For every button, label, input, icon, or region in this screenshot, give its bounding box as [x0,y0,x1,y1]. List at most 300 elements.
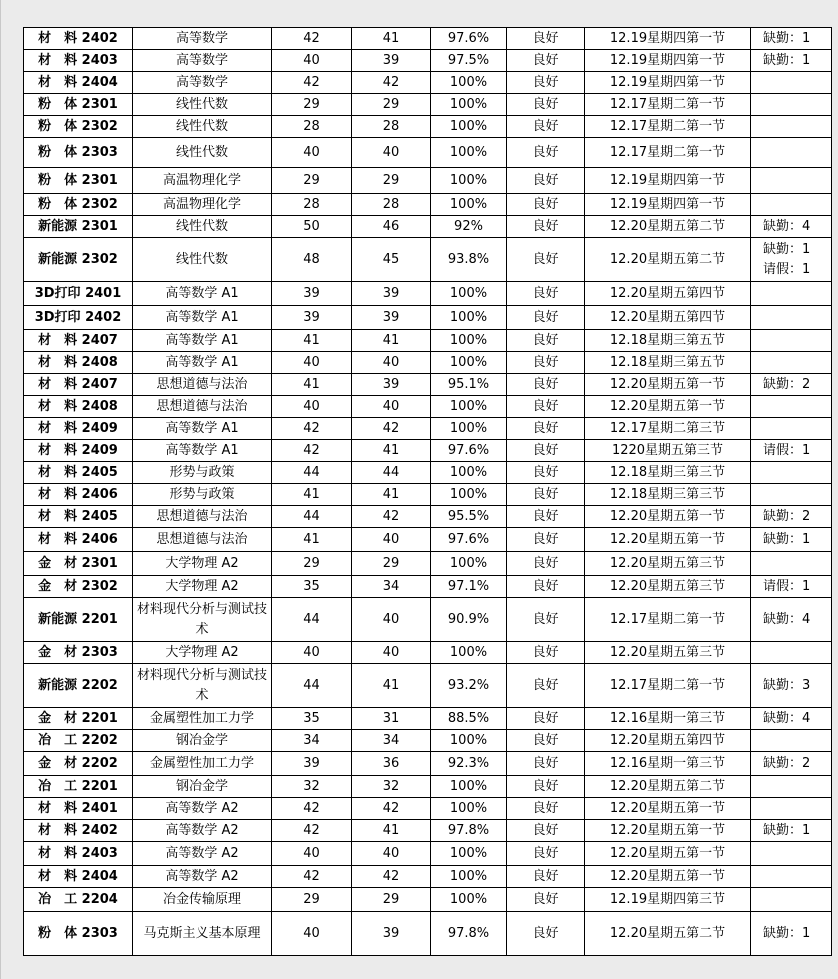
present-count-cell[interactable]: 41 [352,484,431,506]
enrolled-count-cell[interactable]: 42 [272,28,352,50]
enrolled-count-cell[interactable]: 40 [272,138,352,168]
attendance-rate-cell[interactable]: 97.5% [431,50,507,72]
course-name-cell[interactable]: 大学物理 A2 [133,642,272,664]
class-name-cell[interactable]: 材 料 2401 [24,798,133,820]
remark-cell[interactable]: 缺勤：1 [751,912,832,956]
enrolled-count-cell[interactable]: 41 [272,330,352,352]
attendance-rate-cell[interactable]: 100% [431,116,507,138]
evaluation-cell[interactable]: 良好 [507,462,585,484]
enrolled-count-cell[interactable]: 42 [272,866,352,888]
remark-cell[interactable]: 缺勤：4 [751,598,832,642]
class-time-cell[interactable]: 12.17星期二第三节 [585,418,751,440]
enrolled-count-cell[interactable]: 44 [272,506,352,528]
remark-cell[interactable]: 缺勤：1 [751,528,832,552]
class-name-cell[interactable]: 冶 工 2202 [24,730,133,752]
course-name-cell[interactable]: 高温物理化学 [133,194,272,216]
course-name-cell[interactable]: 线性代数 [133,138,272,168]
remark-cell[interactable] [751,888,832,912]
remark-cell[interactable] [751,798,832,820]
enrolled-count-cell[interactable]: 28 [272,194,352,216]
class-time-cell[interactable]: 12.20星期五第一节 [585,798,751,820]
attendance-rate-cell[interactable]: 100% [431,352,507,374]
present-count-cell[interactable]: 34 [352,576,431,598]
enrolled-count-cell[interactable]: 40 [272,642,352,664]
attendance-rate-cell[interactable]: 100% [431,138,507,168]
attendance-rate-cell[interactable]: 100% [431,888,507,912]
evaluation-cell[interactable]: 良好 [507,330,585,352]
present-count-cell[interactable]: 42 [352,418,431,440]
remark-cell[interactable] [751,552,832,576]
evaluation-cell[interactable]: 良好 [507,820,585,842]
evaluation-cell[interactable]: 良好 [507,194,585,216]
course-name-cell[interactable]: 高等数学 [133,50,272,72]
attendance-rate-cell[interactable]: 100% [431,330,507,352]
present-count-cell[interactable]: 42 [352,506,431,528]
attendance-rate-cell[interactable]: 97.6% [431,28,507,50]
enrolled-count-cell[interactable]: 41 [272,484,352,506]
remark-cell[interactable] [751,642,832,664]
attendance-rate-cell[interactable]: 100% [431,484,507,506]
present-count-cell[interactable]: 42 [352,798,431,820]
evaluation-cell[interactable]: 良好 [507,776,585,798]
class-time-cell[interactable]: 12.20星期五第二节 [585,216,751,238]
class-time-cell[interactable]: 12.18星期三第五节 [585,352,751,374]
present-count-cell[interactable]: 40 [352,642,431,664]
evaluation-cell[interactable]: 良好 [507,238,585,282]
remark-cell[interactable] [751,94,832,116]
remark-cell[interactable]: 缺勤：2 [751,752,832,776]
class-time-cell[interactable]: 12.16星期一第三节 [585,708,751,730]
class-time-cell[interactable]: 12.20星期五第一节 [585,506,751,528]
enrolled-count-cell[interactable]: 40 [272,352,352,374]
present-count-cell[interactable]: 39 [352,912,431,956]
course-name-cell[interactable]: 冶金传输原理 [133,888,272,912]
class-time-cell[interactable]: 12.20星期五第四节 [585,306,751,330]
class-time-cell[interactable]: 12.17星期二第一节 [585,598,751,642]
enrolled-count-cell[interactable]: 28 [272,116,352,138]
attendance-rate-cell[interactable]: 100% [431,866,507,888]
class-time-cell[interactable]: 12.20星期五第一节 [585,374,751,396]
class-name-cell[interactable]: 材 料 2404 [24,72,133,94]
present-count-cell[interactable]: 40 [352,598,431,642]
enrolled-count-cell[interactable]: 44 [272,462,352,484]
attendance-rate-cell[interactable]: 100% [431,730,507,752]
attendance-rate-cell[interactable]: 100% [431,642,507,664]
class-time-cell[interactable]: 1220星期五第三节 [585,440,751,462]
class-name-cell[interactable]: 材 料 2407 [24,330,133,352]
class-name-cell[interactable]: 材 料 2409 [24,418,133,440]
class-time-cell[interactable]: 12.19星期四第一节 [585,28,751,50]
enrolled-count-cell[interactable]: 39 [272,282,352,306]
present-count-cell[interactable]: 29 [352,888,431,912]
present-count-cell[interactable]: 29 [352,168,431,194]
attendance-rate-cell[interactable]: 90.9% [431,598,507,642]
class-time-cell[interactable]: 12.18星期三第五节 [585,330,751,352]
class-time-cell[interactable]: 12.20星期五第一节 [585,820,751,842]
class-name-cell[interactable]: 3D打印 2402 [24,306,133,330]
enrolled-count-cell[interactable]: 42 [272,798,352,820]
class-time-cell[interactable]: 12.19星期四第三节 [585,888,751,912]
evaluation-cell[interactable]: 良好 [507,50,585,72]
evaluation-cell[interactable]: 良好 [507,94,585,116]
present-count-cell[interactable]: 45 [352,238,431,282]
class-name-cell[interactable]: 金 材 2303 [24,642,133,664]
course-name-cell[interactable]: 高等数学 A1 [133,282,272,306]
attendance-rate-cell[interactable]: 100% [431,94,507,116]
course-name-cell[interactable]: 金属塑性加工力学 [133,752,272,776]
class-time-cell[interactable]: 12.18星期三第三节 [585,462,751,484]
class-name-cell[interactable]: 材 料 2408 [24,352,133,374]
attendance-rate-cell[interactable]: 97.1% [431,576,507,598]
evaluation-cell[interactable]: 良好 [507,708,585,730]
remark-cell[interactable] [751,462,832,484]
enrolled-count-cell[interactable]: 35 [272,576,352,598]
class-time-cell[interactable]: 12.20星期五第一节 [585,842,751,866]
course-name-cell[interactable]: 高等数学 A1 [133,330,272,352]
evaluation-cell[interactable]: 良好 [507,396,585,418]
class-time-cell[interactable]: 12.19星期四第一节 [585,194,751,216]
remark-cell[interactable]: 请假：1 [751,576,832,598]
course-name-cell[interactable]: 金属塑性加工力学 [133,708,272,730]
course-name-cell[interactable]: 高等数学 A1 [133,418,272,440]
class-time-cell[interactable]: 12.20星期五第二节 [585,776,751,798]
class-time-cell[interactable]: 12.19星期四第一节 [585,72,751,94]
evaluation-cell[interactable]: 良好 [507,888,585,912]
enrolled-count-cell[interactable]: 39 [272,306,352,330]
class-name-cell[interactable]: 材 料 2404 [24,866,133,888]
evaluation-cell[interactable]: 良好 [507,730,585,752]
enrolled-count-cell[interactable]: 48 [272,238,352,282]
enrolled-count-cell[interactable]: 40 [272,912,352,956]
present-count-cell[interactable]: 36 [352,752,431,776]
present-count-cell[interactable]: 40 [352,528,431,552]
class-name-cell[interactable]: 金 材 2202 [24,752,133,776]
evaluation-cell[interactable]: 良好 [507,598,585,642]
course-name-cell[interactable]: 形势与政策 [133,462,272,484]
class-name-cell[interactable]: 材 料 2408 [24,396,133,418]
course-name-cell[interactable]: 高等数学 A1 [133,440,272,462]
remark-cell[interactable]: 缺勤：2 [751,374,832,396]
course-name-cell[interactable]: 材料现代分析与测试技术 [133,598,272,642]
present-count-cell[interactable]: 39 [352,50,431,72]
present-count-cell[interactable]: 42 [352,866,431,888]
present-count-cell[interactable]: 42 [352,72,431,94]
present-count-cell[interactable]: 40 [352,352,431,374]
present-count-cell[interactable]: 31 [352,708,431,730]
class-name-cell[interactable]: 粉 体 2301 [24,168,133,194]
class-time-cell[interactable]: 12.20星期五第二节 [585,238,751,282]
class-name-cell[interactable]: 冶 工 2204 [24,888,133,912]
course-name-cell[interactable]: 马克斯主义基本原理 [133,912,272,956]
class-name-cell[interactable]: 3D打印 2401 [24,282,133,306]
remark-cell[interactable] [751,396,832,418]
attendance-rate-cell[interactable]: 92.3% [431,752,507,776]
enrolled-count-cell[interactable]: 44 [272,664,352,708]
evaluation-cell[interactable]: 良好 [507,506,585,528]
course-name-cell[interactable]: 高温物理化学 [133,168,272,194]
class-time-cell[interactable]: 12.20星期五第三节 [585,576,751,598]
attendance-rate-cell[interactable]: 100% [431,194,507,216]
class-time-cell[interactable]: 12.20星期五第一节 [585,528,751,552]
present-count-cell[interactable]: 40 [352,138,431,168]
present-count-cell[interactable]: 46 [352,216,431,238]
evaluation-cell[interactable]: 良好 [507,138,585,168]
present-count-cell[interactable]: 39 [352,282,431,306]
class-name-cell[interactable]: 新能源 2202 [24,664,133,708]
enrolled-count-cell[interactable]: 44 [272,598,352,642]
class-name-cell[interactable]: 材 料 2409 [24,440,133,462]
table-row [24,216,832,238]
enrolled-count-cell[interactable]: 39 [272,752,352,776]
present-count-cell[interactable]: 39 [352,374,431,396]
enrolled-count-cell[interactable]: 29 [272,168,352,194]
class-name-cell[interactable]: 材 料 2406 [24,528,133,552]
enrolled-count-cell[interactable]: 41 [272,374,352,396]
class-time-cell[interactable]: 12.17星期二第一节 [585,664,751,708]
remark-cell[interactable]: 缺勤：4 [751,216,832,238]
attendance-rate-cell[interactable]: 100% [431,798,507,820]
remark-cell[interactable] [751,484,832,506]
present-count-cell[interactable]: 32 [352,776,431,798]
attendance-rate-cell[interactable]: 97.6% [431,528,507,552]
evaluation-cell[interactable]: 良好 [507,528,585,552]
evaluation-cell[interactable]: 良好 [507,216,585,238]
table-row [24,484,832,506]
remark-cell[interactable] [751,352,832,374]
course-name-cell[interactable]: 钢冶金学 [133,776,272,798]
class-name-cell[interactable]: 材 料 2403 [24,50,133,72]
class-name-cell[interactable]: 粉 体 2301 [24,94,133,116]
enrolled-count-cell[interactable]: 42 [272,440,352,462]
enrolled-count-cell[interactable]: 29 [272,888,352,912]
remark-cell[interactable]: 请假：1 [751,440,832,462]
remark-cell[interactable] [751,730,832,752]
evaluation-cell[interactable]: 良好 [507,552,585,576]
present-count-cell[interactable]: 41 [352,330,431,352]
course-name-cell[interactable]: 高等数学 A2 [133,798,272,820]
class-name-cell[interactable]: 材 料 2402 [24,28,133,50]
attendance-rate-cell[interactable]: 100% [431,72,507,94]
class-name-cell[interactable]: 材 料 2402 [24,820,133,842]
class-time-cell[interactable]: 12.20星期五第四节 [585,730,751,752]
present-count-cell[interactable]: 41 [352,820,431,842]
remark-cell[interactable] [751,116,832,138]
present-count-cell[interactable]: 34 [352,730,431,752]
attendance-rate-cell[interactable]: 100% [431,552,507,576]
remark-cell[interactable]: 缺勤：3 [751,664,832,708]
attendance-rate-cell[interactable]: 93.8% [431,238,507,282]
present-count-cell[interactable]: 44 [352,462,431,484]
remark-cell[interactable]: 缺勤：1 请假：1 [751,238,832,282]
class-name-cell[interactable]: 冶 工 2201 [24,776,133,798]
evaluation-cell[interactable]: 良好 [507,842,585,866]
class-name-cell[interactable]: 金 材 2301 [24,552,133,576]
evaluation-cell[interactable]: 良好 [507,28,585,50]
evaluation-cell[interactable]: 良好 [507,798,585,820]
class-name-cell[interactable]: 材 料 2407 [24,374,133,396]
enrolled-count-cell[interactable]: 42 [272,418,352,440]
present-count-cell[interactable]: 39 [352,306,431,330]
course-name-cell[interactable]: 高等数学 A2 [133,820,272,842]
remark-cell[interactable]: 缺勤：1 [751,28,832,50]
attendance-rate-cell[interactable]: 100% [431,462,507,484]
remark-cell[interactable] [751,282,832,306]
class-name-cell[interactable]: 粉 体 2302 [24,194,133,216]
course-name-cell[interactable]: 形势与政策 [133,484,272,506]
class-time-cell[interactable]: 12.16星期一第三节 [585,752,751,776]
class-time-cell[interactable]: 12.20星期五第二节 [585,912,751,956]
evaluation-cell[interactable]: 良好 [507,282,585,306]
remark-cell[interactable] [751,194,832,216]
evaluation-cell[interactable]: 良好 [507,72,585,94]
class-time-cell[interactable]: 12.19星期四第一节 [585,50,751,72]
enrolled-count-cell[interactable]: 41 [272,528,352,552]
enrolled-count-cell[interactable]: 29 [272,94,352,116]
enrolled-count-cell[interactable]: 40 [272,396,352,418]
attendance-rate-cell[interactable]: 100% [431,168,507,194]
remark-cell[interactable]: 缺勤：2 [751,506,832,528]
enrolled-count-cell[interactable]: 32 [272,776,352,798]
evaluation-cell[interactable]: 良好 [507,576,585,598]
class-name-cell[interactable]: 新能源 2302 [24,238,133,282]
evaluation-cell[interactable]: 良好 [507,664,585,708]
course-name-cell[interactable]: 钢冶金学 [133,730,272,752]
enrolled-count-cell[interactable]: 40 [272,842,352,866]
course-name-cell[interactable]: 高等数学 A1 [133,352,272,374]
evaluation-cell[interactable]: 良好 [507,912,585,956]
attendance-rate-cell[interactable]: 93.2% [431,664,507,708]
present-count-cell[interactable]: 41 [352,28,431,50]
enrolled-count-cell[interactable]: 42 [272,820,352,842]
course-name-cell[interactable]: 思想道德与法治 [133,374,272,396]
present-count-cell[interactable]: 41 [352,664,431,708]
present-count-cell[interactable]: 28 [352,194,431,216]
enrolled-count-cell[interactable]: 42 [272,72,352,94]
class-name-cell[interactable]: 粉 体 2303 [24,912,133,956]
attendance-rate-cell[interactable]: 97.6% [431,440,507,462]
class-name-cell[interactable]: 材 料 2403 [24,842,133,866]
table-row [24,116,832,138]
remark-cell[interactable]: 缺勤：1 [751,820,832,842]
enrolled-count-cell[interactable]: 34 [272,730,352,752]
attendance-rate-cell[interactable]: 88.5% [431,708,507,730]
course-name-cell[interactable]: 大学物理 A2 [133,552,272,576]
evaluation-cell[interactable]: 良好 [507,642,585,664]
class-time-cell[interactable]: 12.17星期二第一节 [585,138,751,168]
course-name-cell[interactable]: 思想道德与法治 [133,528,272,552]
remark-cell[interactable] [751,72,832,94]
enrolled-count-cell[interactable]: 35 [272,708,352,730]
course-name-cell[interactable]: 高等数学 [133,72,272,94]
evaluation-cell[interactable]: 良好 [507,306,585,330]
evaluation-cell[interactable]: 良好 [507,866,585,888]
class-time-cell[interactable]: 12.19星期四第一节 [585,168,751,194]
course-name-cell[interactable]: 高等数学 A2 [133,842,272,866]
present-count-cell[interactable]: 29 [352,94,431,116]
attendance-rate-cell[interactable]: 100% [431,776,507,798]
remark-cell[interactable] [751,866,832,888]
remark-cell[interactable] [751,776,832,798]
class-name-cell[interactable]: 粉 体 2302 [24,116,133,138]
present-count-cell[interactable]: 28 [352,116,431,138]
attendance-rate-cell[interactable]: 100% [431,282,507,306]
evaluation-cell[interactable]: 良好 [507,484,585,506]
remark-cell[interactable]: 缺勤：1 [751,50,832,72]
present-count-cell[interactable]: 41 [352,440,431,462]
evaluation-cell[interactable]: 良好 [507,168,585,194]
class-time-cell[interactable]: 12.20星期五第三节 [585,642,751,664]
attendance-rate-cell[interactable]: 100% [431,418,507,440]
attendance-rate-cell[interactable]: 97.8% [431,820,507,842]
attendance-rate-cell[interactable]: 95.5% [431,506,507,528]
present-count-cell[interactable]: 40 [352,396,431,418]
class-time-cell[interactable]: 12.20星期五第三节 [585,552,751,576]
class-name-cell[interactable]: 材 料 2406 [24,484,133,506]
class-time-cell[interactable]: 12.18星期三第三节 [585,484,751,506]
class-time-cell[interactable]: 12.17星期二第一节 [585,94,751,116]
course-name-cell[interactable]: 大学物理 A2 [133,576,272,598]
remark-cell[interactable] [751,330,832,352]
remark-cell[interactable] [751,306,832,330]
course-name-cell[interactable]: 高等数学 A1 [133,306,272,330]
course-name-cell[interactable]: 线性代数 [133,216,272,238]
attendance-rate-cell[interactable]: 97.8% [431,912,507,956]
evaluation-cell[interactable]: 良好 [507,374,585,396]
remark-cell[interactable] [751,138,832,168]
evaluation-cell[interactable]: 良好 [507,116,585,138]
present-count-cell[interactable]: 40 [352,842,431,866]
class-name-cell[interactable]: 材 料 2405 [24,462,133,484]
remark-cell[interactable] [751,842,832,866]
enrolled-count-cell[interactable]: 50 [272,216,352,238]
course-name-cell[interactable]: 线性代数 [133,94,272,116]
evaluation-cell[interactable]: 良好 [507,352,585,374]
attendance-rate-cell[interactable]: 100% [431,306,507,330]
course-name-cell[interactable]: 高等数学 A2 [133,866,272,888]
attendance-rate-cell[interactable]: 92% [431,216,507,238]
attendance-rate-cell[interactable]: 95.1% [431,374,507,396]
class-time-cell[interactable]: 12.20星期五第一节 [585,396,751,418]
remark-cell[interactable] [751,168,832,194]
remark-cell[interactable] [751,418,832,440]
table-row [24,798,832,820]
class-name-cell[interactable]: 粉 体 2303 [24,138,133,168]
attendance-rate-cell[interactable]: 100% [431,842,507,866]
enrolled-count-cell[interactable]: 29 [272,552,352,576]
enrolled-count-cell[interactable]: 40 [272,50,352,72]
course-name-cell[interactable]: 思想道德与法治 [133,506,272,528]
attendance-rate-cell[interactable]: 100% [431,396,507,418]
class-name-cell[interactable]: 材 料 2405 [24,506,133,528]
course-name-cell[interactable]: 高等数学 [133,28,272,50]
course-name-cell[interactable]: 材料现代分析与测试技术 [133,664,272,708]
class-time-cell[interactable]: 12.20星期五第四节 [585,282,751,306]
class-name-cell[interactable]: 金 材 2201 [24,708,133,730]
evaluation-cell[interactable]: 良好 [507,752,585,776]
remark-cell[interactable]: 缺勤：4 [751,708,832,730]
course-name-cell[interactable]: 线性代数 [133,116,272,138]
class-time-cell[interactable]: 12.17星期二第一节 [585,116,751,138]
course-name-cell[interactable]: 线性代数 [133,238,272,282]
evaluation-cell[interactable]: 良好 [507,418,585,440]
class-name-cell[interactable]: 新能源 2201 [24,598,133,642]
evaluation-cell[interactable]: 良好 [507,440,585,462]
course-name-cell[interactable]: 思想道德与法治 [133,396,272,418]
present-count-cell[interactable]: 29 [352,552,431,576]
class-name-cell[interactable]: 新能源 2301 [24,216,133,238]
class-name-cell[interactable]: 金 材 2302 [24,576,133,598]
class-time-cell[interactable]: 12.20星期五第一节 [585,866,751,888]
